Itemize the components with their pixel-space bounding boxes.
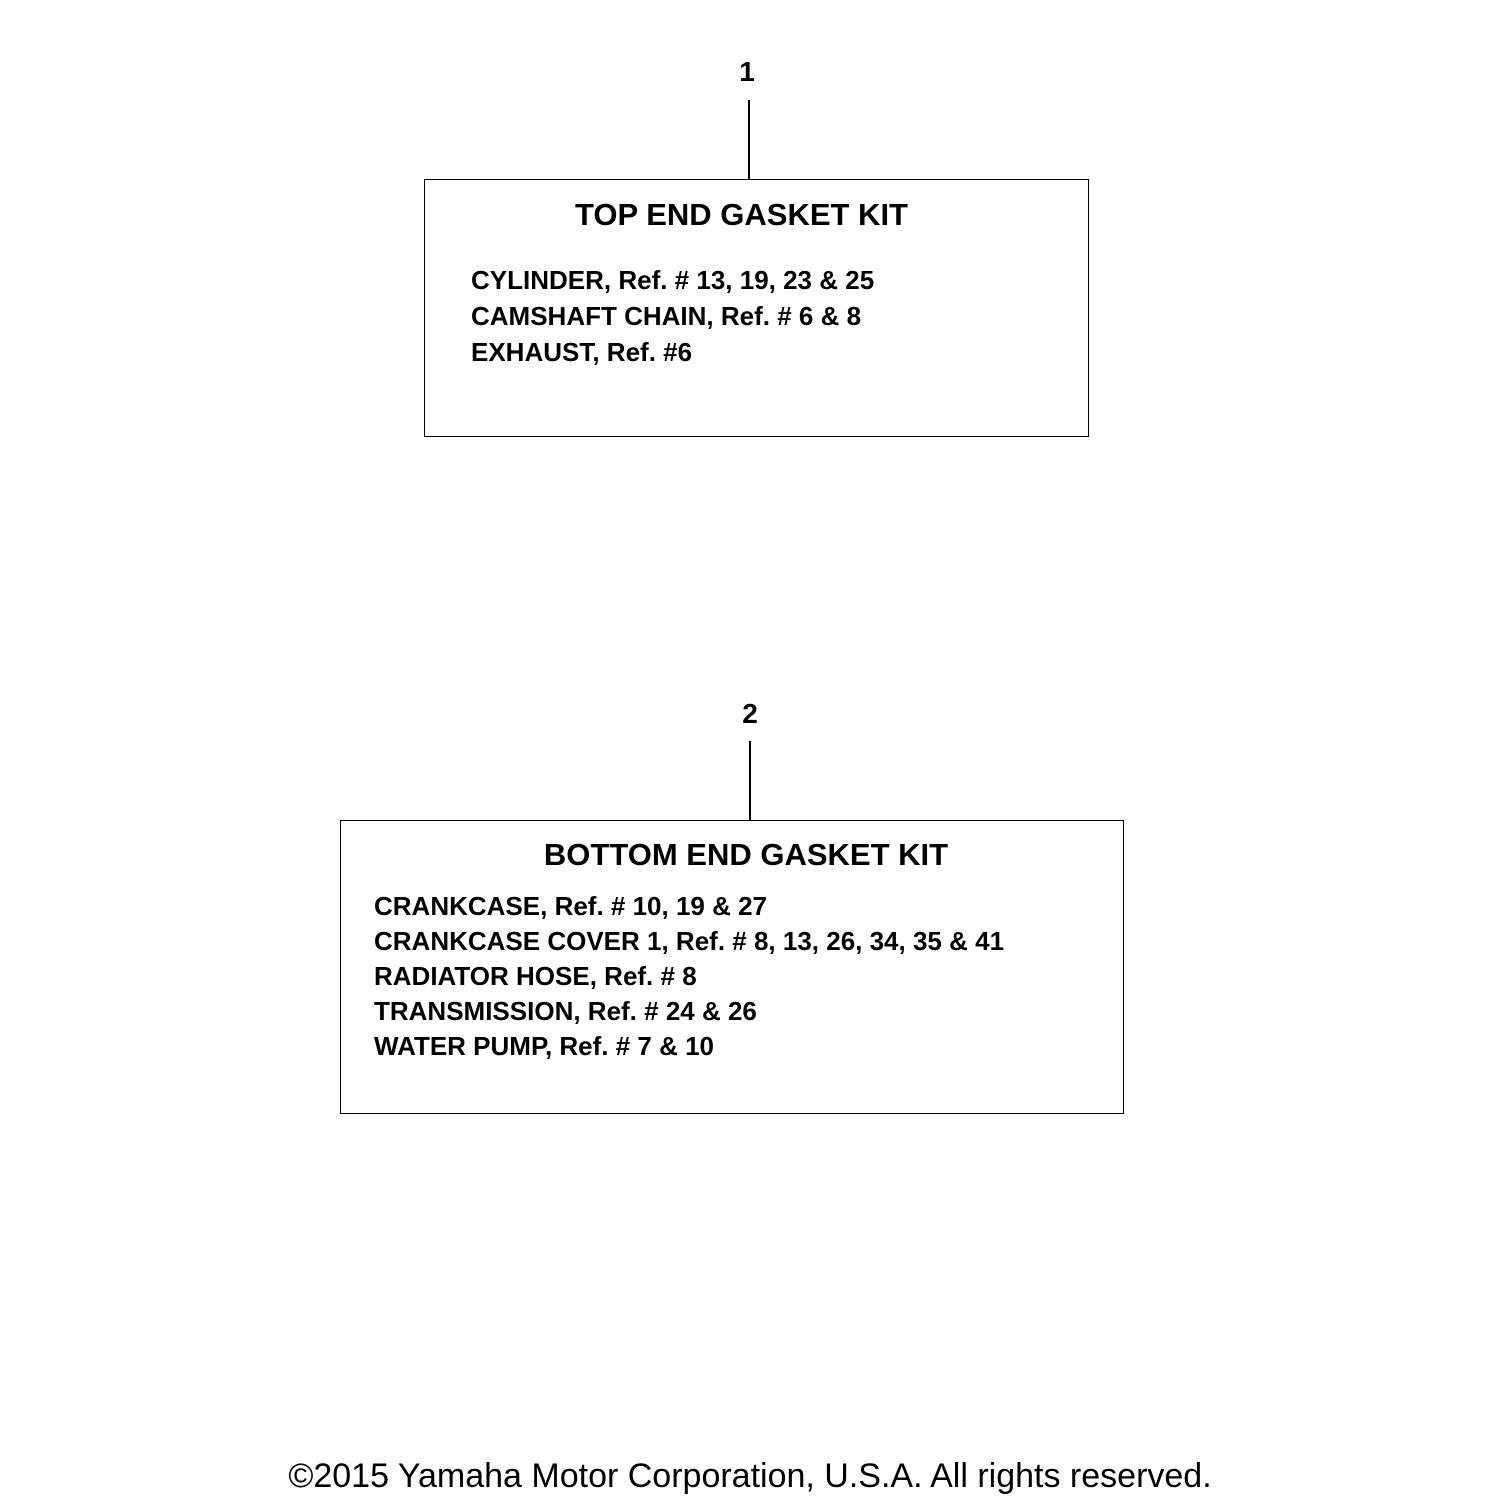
- top-end-gasket-kit-box: [424, 179, 1089, 437]
- kit-item: EXHAUST, Ref. #6: [471, 337, 693, 367]
- callout-number-2: 2: [742, 698, 758, 729]
- callout-number-1: 1: [739, 56, 755, 87]
- leader-line-1: [748, 100, 750, 180]
- bottom-end-gasket-kit-box: [340, 820, 1124, 1114]
- kit-item-list-bottom-end: [374, 889, 1004, 1064]
- kit-item: CRANKCASE COVER 1, Ref. # 8, 13, 26, 34, 35 & 41: [374, 926, 1005, 956]
- kit-item: CAMSHAFT CHAIN, Ref. # 6 & 8: [471, 301, 862, 331]
- kit-item-list-top-end: [471, 262, 874, 370]
- kit-title-top-end: TOP END GASKET KIT: [574, 197, 908, 232]
- kit-title-bottom-end: BOTTOM END GASKET KIT: [543, 837, 949, 872]
- kit-item: RADIATOR HOSE, Ref. # 8: [374, 961, 697, 991]
- copyright-notice: ©2015 Yamaha Motor Corporation, U.S.A. All rights reserved.: [288, 1457, 1212, 1495]
- kit-item: CYLINDER, Ref. # 13, 19, 23 & 25: [471, 265, 875, 295]
- kit-item: TRANSMISSION, Ref. # 24 & 26: [374, 996, 757, 1026]
- kit-item: WATER PUMP, Ref. # 7 & 10: [374, 1031, 715, 1061]
- kit-item: CRANKCASE, Ref. # 10, 19 & 27: [374, 891, 768, 921]
- leader-line-2: [749, 741, 751, 821]
